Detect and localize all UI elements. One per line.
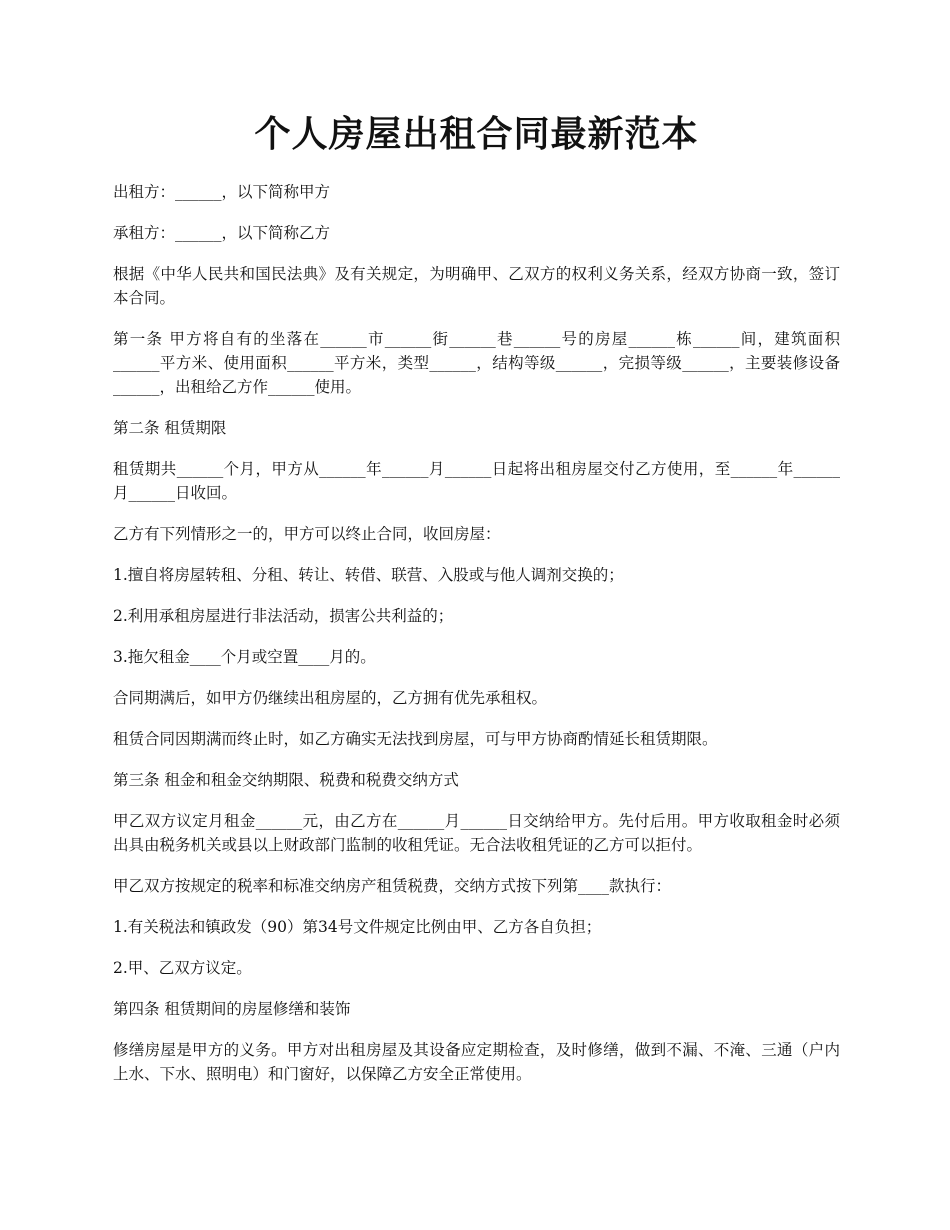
termination-item-1: 1.擅自将房屋转租、分租、转让、转借、联营、入股或与他人调剂交换的； <box>113 566 624 584</box>
document-title: 个人房屋出租合同最新范本 <box>254 113 699 155</box>
document-page <box>113 108 840 1103</box>
priority-renewal: 合同期满后，如甲方仍继续出租房屋的，乙方拥有优先承租权。 <box>113 689 548 707</box>
preamble: 根据《中华人民共和国民法典》及有关规定，为明确甲、乙双方的权利义务关系，经双方协商一致，签订本合同。 <box>113 265 840 307</box>
tax-item-1: 1.有关税法和镇政发（90）第34号文件规定比例由甲、乙方各自负担； <box>113 918 602 936</box>
article-1: 第一条 甲方将自有的坐落在______市______街______巷______号的房屋______栋______间，建筑面积______平方米、使用面积______平方米，类型______，结构等级______，完损等级______，主要装修设备______，出租给乙方作______使用。 <box>113 330 840 396</box>
party-lessee: 承租方：______，以下简称乙方 <box>113 224 331 242</box>
tax-payment: 甲乙双方按规定的税率和标准交纳房产租赁税费，交纳方式按下列第____款执行： <box>113 877 672 895</box>
party-lessor: 出租方：______，以下简称甲方 <box>113 183 331 201</box>
repair-duty: 修缮房屋是甲方的义务。甲方对出租房屋及其设备应定期检查，及时修缮，做到不漏、不淹、三通（户内上水、下水、照明电）和门窗好，以保障乙方安全正常使用。 <box>113 1041 840 1083</box>
tax-item-2: 2.甲、乙双方议定。 <box>113 959 252 977</box>
termination-intro: 乙方有下列情形之一的，甲方可以终止合同，收回房屋： <box>113 525 501 543</box>
lease-term: 租赁期共______个月，甲方从______年______月______日起将出租房屋交付乙方使用，至______年______月______日收回。 <box>113 460 840 502</box>
article-4-heading: 第四条 租赁期间的房屋修缮和装饰 <box>113 1000 351 1018</box>
termination-item-3: 3.拖欠租金____个月或空置____月的。 <box>113 648 376 666</box>
rent-payment: 甲乙双方议定月租金______元，由乙方在______月______日交纳给甲方。先付后用。甲方收取租金时必须出具由税务机关或县以上财政部门监制的收租凭证。无合法收租凭证的乙方可以拒付。 <box>113 812 840 854</box>
article-3-heading: 第三条 租金和租金交纳期限、税费和税费交纳方式 <box>113 771 459 789</box>
term-extension: 租赁合同因期满而终止时，如乙方确实无法找到房屋，可与甲方协商酌情延长租赁期限。 <box>113 730 718 748</box>
termination-item-2: 2.利用承租房屋进行非法活动，损害公共利益的； <box>113 607 454 625</box>
article-2-heading: 第二条 租赁期限 <box>113 419 227 437</box>
